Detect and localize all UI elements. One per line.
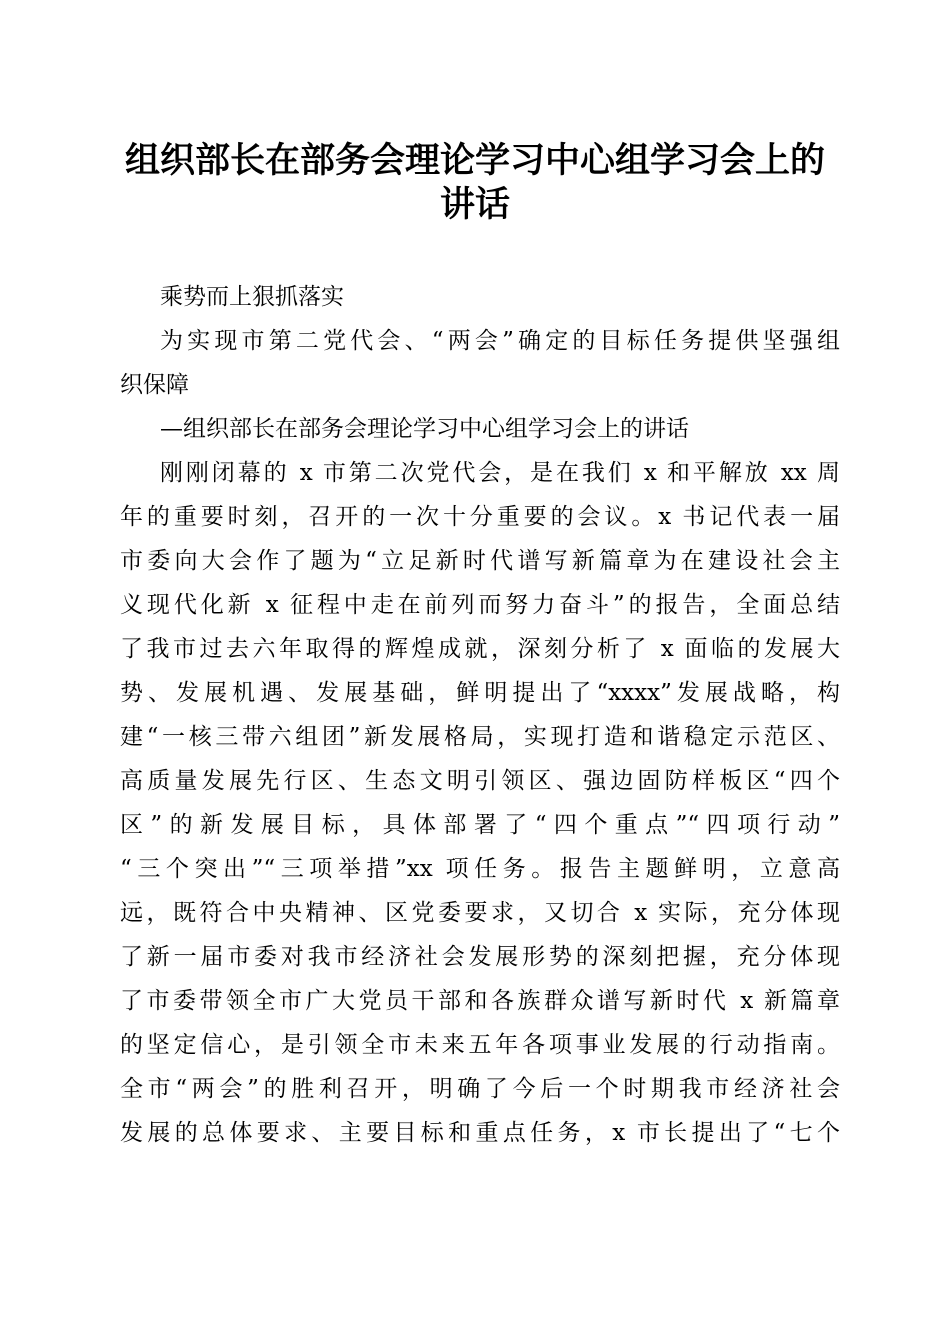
paragraph-line: 市委向大会作了题为“立足新时代谱写新篇章为在建设社会主 bbox=[120, 548, 840, 574]
paragraph-line: 远，既符合中央精神、区党委要求，又切合 x 实际，充分体现 bbox=[120, 900, 840, 926]
paragraph-line: 势、发展机遇、发展基础，鲜明提出了“xxxx”发展战略，构 bbox=[120, 680, 840, 706]
paragraph-line: 了新一届市委对我市经济社会发展形势的深刻把握，充分体现 bbox=[120, 944, 840, 970]
subtitle-line: 乘势而上狠抓落实 bbox=[160, 284, 344, 310]
paragraph-line: 高质量发展先行区、生态文明引领区、强边固防样板区“四个 bbox=[120, 768, 840, 794]
paragraph-line: 建“一核三带六组团”新发展格局，实现打造和谐稳定示范区、 bbox=[120, 724, 840, 750]
paragraph-line: 年的重要时刻，召开的一次十分重要的会议。x 书记代表一届 bbox=[120, 504, 840, 530]
paragraph-line: 全市“两会”的胜利召开，明确了今后一个时期我市经济社会 bbox=[120, 1076, 840, 1102]
subtitle-line: 织保障 bbox=[120, 372, 189, 398]
paragraph-line: 刚刚闭幕的 x 市第二次党代会，是在我们 x 和平解放 xx 周 bbox=[160, 460, 840, 486]
paragraph-line: 义现代化新 x 征程中走在前列而努力奋斗”的报告，全面总结 bbox=[120, 592, 840, 618]
subtitle-line: 为实现市第二党代会、“两会”确定的目标任务提供坚强组 bbox=[160, 328, 840, 354]
paragraph-line: 发展的总体要求、主要目标和重点任务，x 市长提出了“七个 bbox=[120, 1120, 840, 1146]
paragraph-line: 的坚定信心，是引领全市未来五年各项事业发展的行动指南。 bbox=[120, 1032, 840, 1058]
paragraph-line: 了市委带领全市广大党员干部和各族群众谱写新时代 x 新篇章 bbox=[120, 988, 840, 1014]
subtitle-line: —组织部长在部务会理论学习中心组学习会上的讲话 bbox=[160, 416, 689, 442]
paragraph-line: 了我市过去六年取得的辉煌成就，深刻分析了 x 面临的发展大 bbox=[120, 636, 840, 662]
document-title-line-2: 讲话 bbox=[439, 184, 510, 225]
paragraph-line: “三个突出”“三项举措”xx 项任务。报告主题鲜明，立意高 bbox=[120, 856, 840, 882]
document-title-line-1: 组织部长在部务会理论学习中心组学习会上的 bbox=[124, 140, 825, 181]
paragraph-line: 区”的新发展目标，具体部署了“四个重点”“四项行动” bbox=[120, 812, 840, 838]
